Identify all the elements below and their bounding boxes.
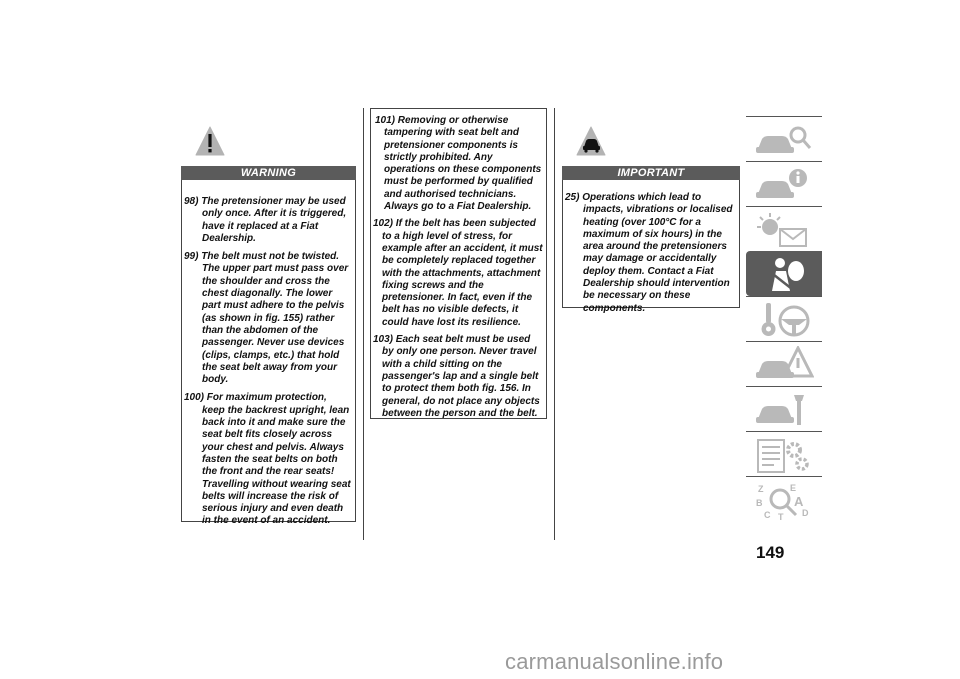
index-icon bbox=[754, 481, 814, 521]
car-breakdown-icon bbox=[754, 346, 814, 384]
page-number: 149 bbox=[756, 543, 785, 562]
svg-text:Z: Z bbox=[758, 484, 764, 494]
car-info-icon bbox=[754, 166, 814, 204]
important-banner: IMPORTANT bbox=[562, 166, 740, 180]
important-box bbox=[562, 180, 740, 314]
tab-technical-data[interactable] bbox=[746, 431, 822, 476]
important-section bbox=[562, 126, 740, 314]
warning-item: 103) Each seat belt must be used by only one person. Never travel with a child sitting on the passenger's lap and a single belt to protect them both fig. 156. In general, do not place any objects between the person and the belt. bbox=[373, 334, 540, 419]
car-skid-triangle-icon bbox=[576, 126, 606, 158]
warning-item: 99) The belt must not be twisted. The upper part must pass over the shoulder and cross the chest diagonally. The lower part must adhere to the pelvis (as shown in fig. 155) rather than the abdomen of the passenger. Never use devices (clips, clamps, etc.) that hold the seat belt away from your body. bbox=[184, 251, 349, 386]
tab-warning-lights[interactable] bbox=[746, 206, 822, 251]
warning-item: 100) For maximum protection, keep the backrest upright, lean back into it and make sure the seat belt fits closely across your chest and pelvis. Always fasten the seat belts on both the front and the rear seats! Travelling without wearing seat belts will increase the risk of serious injury and even death in the event of an accident. bbox=[184, 392, 351, 527]
chapter-tabs bbox=[746, 116, 822, 521]
warning-item: 101) Removing or otherwise tampering with seat belt and pretensioner components is strictly prohibited. Any operations on these components must be performed by qualified and authorised technicians. Always go to a Fiat Dealership. bbox=[375, 115, 542, 213]
tab-starting-driving[interactable] bbox=[746, 296, 822, 341]
svg-text:B: B bbox=[756, 498, 763, 508]
svg-text:E: E bbox=[790, 483, 797, 493]
column-divider-left bbox=[363, 108, 364, 540]
tab-car-search[interactable] bbox=[746, 116, 822, 161]
watermark: carmanualsonline.info bbox=[505, 649, 724, 674]
svg-text:D: D bbox=[802, 508, 809, 518]
svg-text:A: A bbox=[794, 494, 804, 509]
warning-banner: WARNING bbox=[181, 166, 356, 180]
car-search-icon bbox=[754, 121, 814, 159]
tab-servicing[interactable] bbox=[746, 386, 822, 431]
tab-emergency[interactable] bbox=[746, 341, 822, 386]
important-item: 25) Operations which lead to impacts, vibrations or localised heating (over 100°C for a maximum of six hours) in the area around the pretensioners may damage or accidentally deploy them. Contact a Fiat Dealership should intervention be necessary on these components. bbox=[565, 192, 733, 314]
warning-item: 98) The pretensioner may be used only once. After it is triggered, have it replaced at a Fiat Dealership. bbox=[184, 196, 347, 244]
warning-box bbox=[181, 180, 356, 527]
safety-airbag-icon bbox=[754, 255, 814, 293]
svg-text:T: T bbox=[778, 512, 784, 521]
warning-triangle-icon bbox=[195, 126, 225, 158]
warning-section bbox=[181, 126, 356, 527]
warning-continuation-box bbox=[370, 108, 547, 419]
key-steering-wheel-icon bbox=[754, 301, 814, 339]
tab-safety[interactable] bbox=[746, 251, 822, 296]
column-divider-right bbox=[554, 108, 555, 540]
tab-car-info[interactable] bbox=[746, 161, 822, 206]
svg-text:C: C bbox=[764, 510, 771, 520]
warning-item: 102) If the belt has been subjected to a high level of stress, for example after an accident, it must be completely replaced together with the attachments, attachment fixing screws and the pretensioner. In fact, even if the belt has no visible defects, it could have lost its resilience. bbox=[373, 218, 543, 328]
car-maintenance-icon bbox=[754, 391, 814, 429]
tab-index[interactable] bbox=[746, 476, 822, 521]
technical-data-icon bbox=[754, 436, 814, 474]
warning-light-message-icon bbox=[754, 211, 814, 249]
